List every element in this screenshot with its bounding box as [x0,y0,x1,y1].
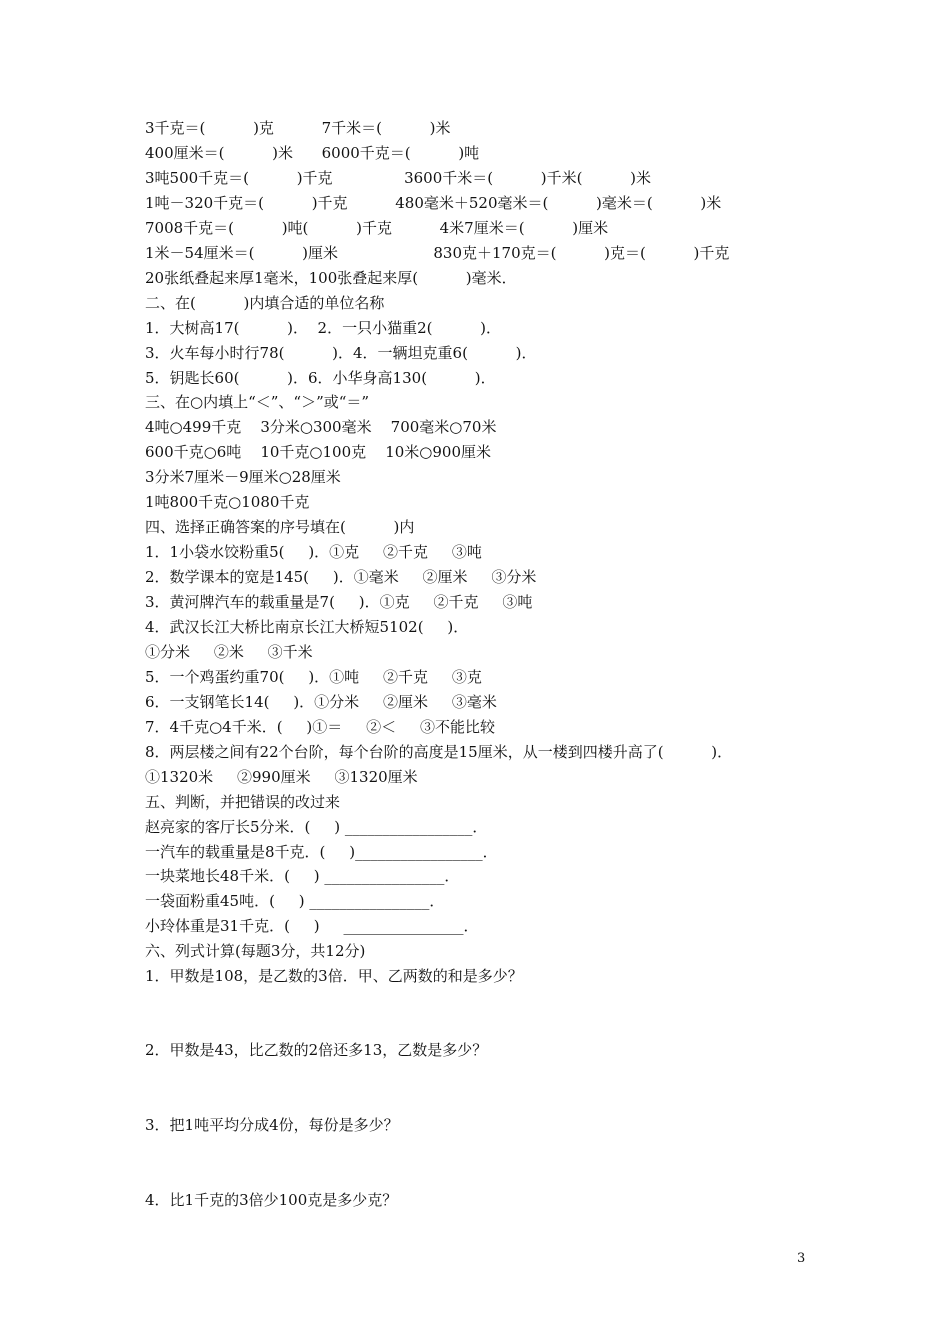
text-line: 小玲体重是31千克．( ) ________________． [145,917,479,935]
text-line: 1．1小袋水饺粉重5( )．①克 ②千克 ③吨 [145,543,482,561]
section-heading: 三、在○内填上“＜”、“＞”或“＝” [145,393,370,411]
text-line: 3千克＝( )克 7千米＝( )米 [145,119,451,137]
text-line: 8．两层楼之间有22个台阶，每个台阶的高度是15厘米，从一楼到四楼升高了( )． [145,743,733,761]
section-heading: 二、在( )内填合适的单位名称 [145,294,385,312]
text-line: 一袋面粉重45吨．( ) ________________． [145,892,445,910]
text-line: 一块菜地长48千米．( ) ________________． [145,867,460,885]
text-line: ①1320米 ②990厘米 ③1320厘米 [145,768,418,786]
text-line: 7．4千克○4千米．( )①＝ ②＜ ③不能比较 [145,718,495,736]
text-line: 5．一个鸡蛋约重70( )．①吨 ②千克 ③克 [145,668,482,686]
text-line: 1．大树高17( )． 2．一只小猫重2( )． [145,319,502,337]
text-line: ①分米 ②米 ③千米 [145,643,313,661]
text-line: 1．甲数是108，是乙数的3倍．甲、乙两数的和是多少？ [145,967,523,985]
section-heading: 六、列式计算(每题3分，共12分) [145,942,366,960]
text-line: 1米－54厘米＝( )厘米 830克＋170克＝( )克＝( )千克 [145,244,730,262]
text-line: 7008千克＝( )吨( )千克 4米7厘米＝( )厘米 [145,219,609,237]
text-line: 6．一支钢笔长14( )．①分米 ②厘米 ③毫米 [145,693,497,711]
text-line: 4．比1千克的3倍少100克是多少克？ [145,1191,398,1209]
text-line: 2．数学课本的宽是145( )．①毫米 ②厘米 ③分米 [145,568,537,586]
text-line: 3．黄河牌汽车的载重量是7( )．①克 ②千克 ③吨 [145,593,533,611]
text-line: 4．武汉长江大桥比南京长江大桥短5102( )． [145,618,469,636]
text-line: 5．钥匙长60( )．6．小华身高130( )． [145,369,496,387]
text-line: 3分米7厘米－9厘米○28厘米 [145,468,341,486]
page-number: 3 [797,1251,806,1266]
text-line: 600千克○6吨 10千克○100克 10米○900厘米 [145,443,492,461]
text-line: 一汽车的载重量是8千克．( )_________________． [145,843,498,861]
text-line: 赵亮家的客厅长5分米．( ) _________________． [145,818,488,836]
text-line: 1吨800千克○1080千克 [145,493,310,511]
text-line: 3．把1吨平均分成4份，每份是多少？ [145,1116,399,1134]
text-line: 20张纸叠起来厚1毫米，100张叠起来厚( )毫米． [145,269,517,287]
text-line: 3．火车每小时行78( )．4．一辆坦克重6( )． [145,344,537,362]
text-line: 3吨500千克＝( )千克 3600千米＝( )千米( )米 [145,169,652,187]
text-line: 1吨－320千克＝( )千克 480毫米＋520毫米＝( )毫米＝( )米 [145,194,722,212]
text-line: 4吨○499千克 3分米○300毫米 700毫米○70米 [145,418,497,436]
section-heading: 五、判断，并把错误的改过来 [145,793,341,811]
text-line: 400厘米＝( )米 6000千克＝( )吨 [145,144,480,162]
text-line: 2．甲数是43，比乙数的2倍还多13，乙数是多少？ [145,1041,488,1059]
section-heading: 四、选择正确答案的序号填在( )内 [145,518,415,536]
